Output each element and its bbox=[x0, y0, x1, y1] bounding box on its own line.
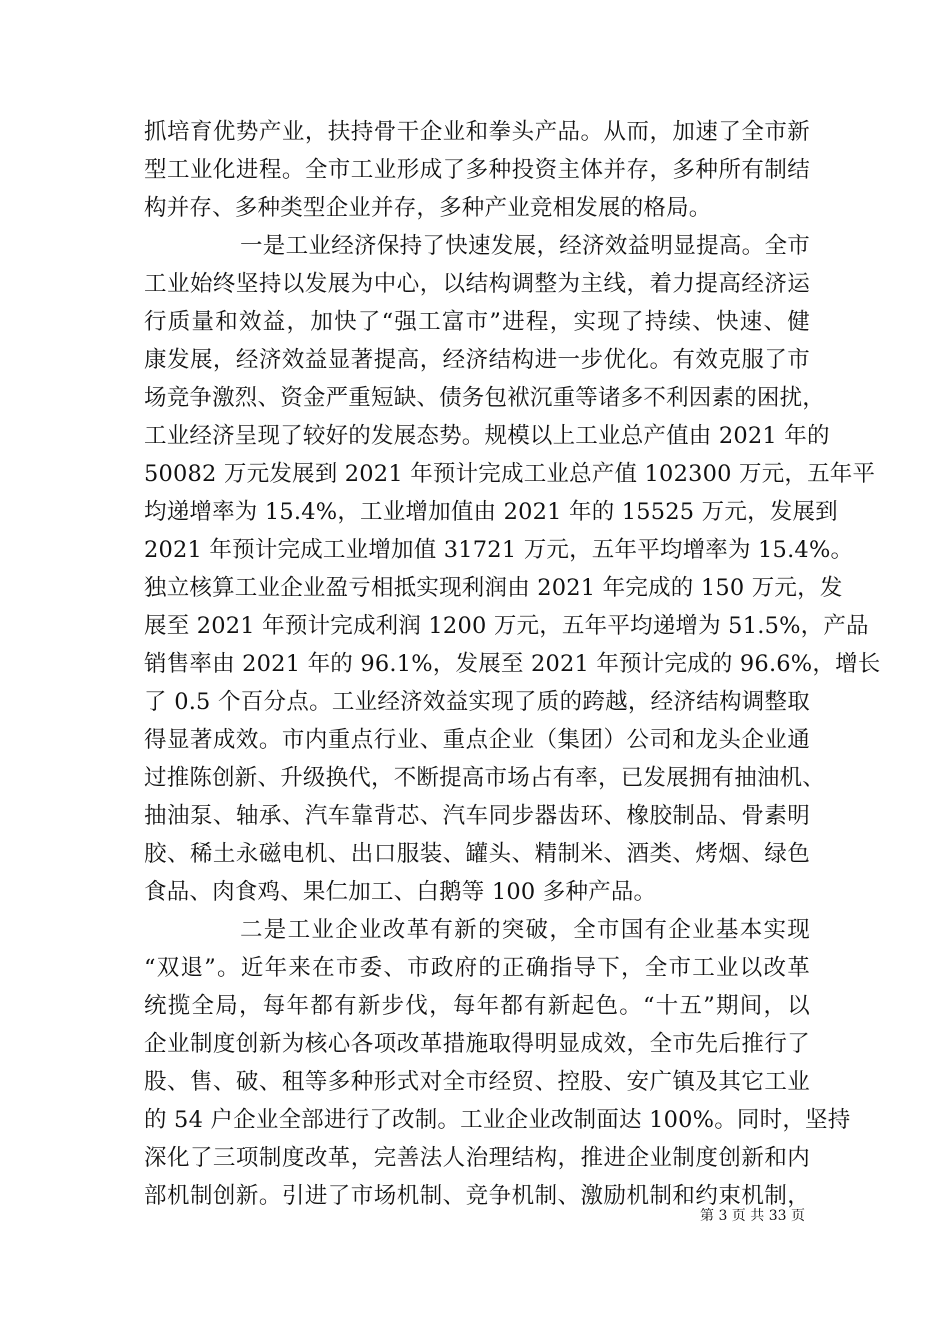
text-line: 独立核算工业企业盈亏相抵实现利润由 2021 年完成的 150 万元，发 bbox=[144, 575, 843, 601]
text-line: 深化了三项制度改革，完善法人治理结构，推进企业制度创新和内 bbox=[144, 1145, 810, 1171]
text-line: 股、售、破、租等多种形式对全市经贸、控股、安广镇及其它工业 bbox=[144, 1069, 810, 1095]
text-line: 工业经济呈现了较好的发展态势。规模以上工业总产值由 2021 年的 bbox=[144, 423, 830, 449]
text-line: 展至 2021 年预计完成利润 1200 万元，五年平均递增为 51.5%，产品 bbox=[144, 613, 869, 639]
text-line: 均递增率为 15.4%，工业增加值由 2021 年的 15525 万元，发展到 bbox=[144, 499, 838, 525]
text-line: 企业制度创新为核心各项改革措施取得明显成效，全市先后推行了 bbox=[144, 1031, 810, 1057]
text-line: 构并存、多种类型企业并存，多种产业竞相发展的格局。 bbox=[144, 195, 712, 221]
text-line: 得显著成效。市内重点行业、重点企业（集团）公司和龙头企业通 bbox=[144, 727, 810, 753]
text-line: 统揽全局，每年都有新步伐，每年都有新起色。“十五”期间，以 bbox=[144, 993, 810, 1019]
text-line: 胶、稀土永磁电机、出口服装、罐头、精制米、酒类、烤烟、绿色 bbox=[144, 841, 810, 867]
page-number: 第 3 页 共 33 页 bbox=[700, 1208, 805, 1224]
text-line: 过推陈创新、升级换代，不断提高市场占有率，已发展拥有抽油机、 bbox=[144, 765, 826, 791]
text-line: 的 54 户企业全部进行了改制。工业企业改制面达 100%。同时，坚持 bbox=[144, 1107, 851, 1133]
paragraph-start-line: 一是工业经济保持了快速发展，经济效益明显提高。全市 bbox=[240, 233, 810, 259]
text-line: 型工业化进程。全市工业形成了多种投资主体并存，多种所有制结 bbox=[144, 157, 810, 183]
text-line: 工业始终坚持以发展为中心，以结构调整为主线，着力提高经济运 bbox=[144, 271, 810, 297]
text-line: 了 0.5 个百分点。工业经济效益实现了质的跨越，经济结构调整取 bbox=[144, 689, 810, 715]
text-line: “双退”。近年来在市委、市政府的正确指导下，全市工业以改革 bbox=[144, 955, 810, 981]
text-line: 抽油泵、轴承、汽车靠背芯、汽车同步器齿环、橡胶制品、骨素明 bbox=[144, 803, 810, 829]
text-line: 食品、肉食鸡、果仁加工、白鹅等 100 多种产品。 bbox=[144, 879, 657, 905]
text-line: 行质量和效益，加快了“强工富市”进程，实现了持续、快速、健 bbox=[144, 309, 810, 335]
text-line: 康发展，经济效益显著提高，经济结构进一步优化。有效克服了市 bbox=[144, 347, 810, 373]
text-line: 抓培育优势产业，扶持骨干企业和拳头产品。从而，加速了全市新 bbox=[144, 119, 810, 145]
text-line: 50082 万元发展到 2021 年预计完成工业总产值 102300 万元，五年平 bbox=[144, 461, 876, 487]
text-line: 销售率由 2021 年的 96.1%，发展至 2021 年预计完成的 96.6%，增长 bbox=[144, 651, 881, 677]
text-line: 部机制创新。引进了市场机制、竞争机制、激励机制和约束机制， bbox=[144, 1183, 810, 1209]
text-line: 场竞争激烈、资金严重短缺、债务包袱沉重等诸多不利因素的困扰， bbox=[144, 385, 826, 411]
paragraph-start-line: 二是工业企业改革有新的突破，全市国有企业基本实现 bbox=[240, 917, 810, 943]
text-line: 2021 年预计完成工业增加值 31721 万元，五年平均增率为 15.4%。 bbox=[144, 537, 854, 563]
